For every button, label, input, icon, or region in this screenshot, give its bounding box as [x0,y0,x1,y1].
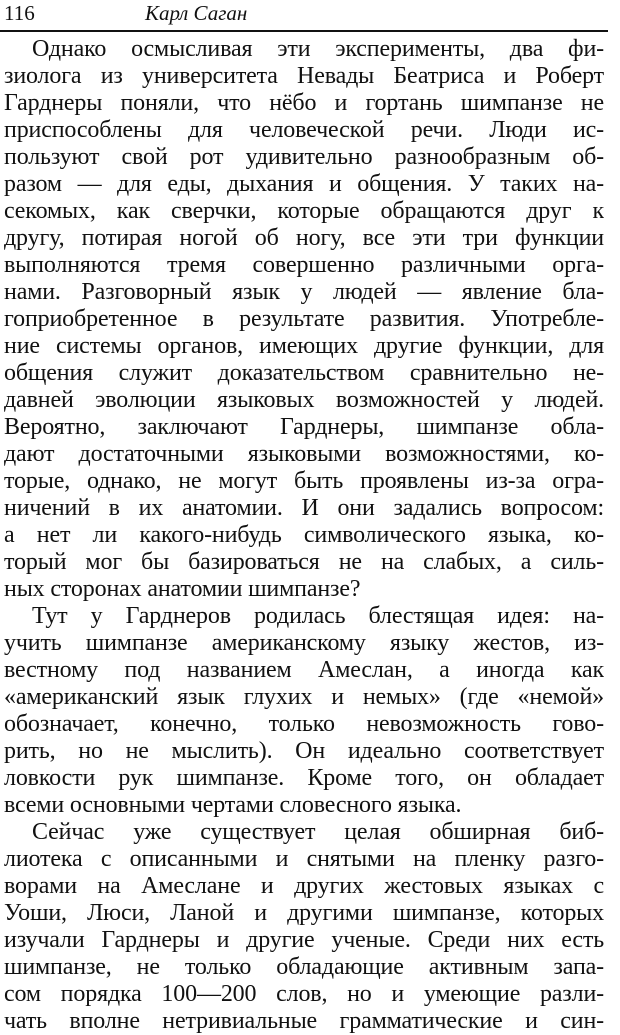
text-line: Сейчас уже существует целая обширная биб- [32,819,604,845]
text-line: разом — для еды, дыхания и общения. У таких на- [4,171,604,197]
text-line: всеми основными чертами словесного языка. [4,792,462,818]
text-line: лиотека с описанными и снятыми на пленку разго- [4,846,604,872]
text-line: торые, однако, не могут быть проявлены из-за огра- [4,468,604,494]
text-line: давней эволюции языковых возможностей у людей. [4,387,604,413]
text-line: общения служит доказательством сравнительно не- [4,360,604,386]
text-line: учить шимпанзе американскому языку жестов, из- [4,630,604,656]
text-line: гоприобретенное в результате развития. Употребле- [4,306,604,332]
text-line: ворами на Амеслане и других жестовых языках с [4,873,604,899]
text-line: Однако осмысливая эти эксперименты, два фи- [32,36,604,62]
text-line: торый мог бы базироваться не на слабых, а силь- [4,549,604,575]
text-line: а нет ли какого-нибудь символического языка, ко- [4,522,604,548]
text-line: шимпанзе, не только обладающие активным запа- [4,954,604,980]
text-line: Гарднеры поняли, что нёбо и гортань шимпанзе не [4,90,604,116]
text-line: другу, потирая ногой об ногу, все эти три функции [4,225,604,251]
text-line: рить, но не мыслить). Он идеально соответствует [4,738,604,764]
text-line: ние системы органов, имеющих другие функции, для [4,333,604,359]
text-line: ловкости рук шимпанзе. Кроме того, он обладает [4,765,604,791]
text-line: чать вполне нетривиальные грамматические и син- [4,1008,604,1034]
text-line: пользуют свой рот удивительно разнообразным об- [4,144,604,170]
text-line: Уоши, Люси, Ланой и другими шимпанзе, которых [4,900,604,926]
text-line: Тут у Гарднеров родилась блестящая идея: на- [32,603,604,629]
text-line: изучали Гарднеры и другие ученые. Среди них есть [4,927,604,953]
text-line: секомых, как сверчки, которые обращаются друг к [4,198,604,224]
running-head-author: Карл Саган [145,1,248,25]
text-line: дают достаточными языковыми возможностями, ко- [4,441,604,467]
text-line: приспособлены для человеческой речи. Люди ис- [4,117,604,143]
body-text [4,36,604,1035]
text-line: зиолога из университета Невады Беатриса и Роберт [4,63,604,89]
text-line: сом порядка 100—200 слов, но и умеющие разли- [4,981,604,1007]
text-line: «американский язык глухих и немых» (где «немой» [4,684,604,710]
text-line: нами. Разговорный язык у людей — явление бла- [4,279,604,305]
paragraph [4,36,604,603]
paragraph [4,819,604,1035]
page-number: 116 [4,1,35,25]
text-line: ных сторонах анатомии шимпанзе? [4,576,361,602]
text-line: выполняются тремя совершенно различными орга- [4,252,604,278]
paragraph [4,603,604,819]
page-header [0,0,608,32]
text-line: обозначает, конечно, только невозможность гово- [4,711,604,737]
text-line: вестному под названием Амеслан, а иногда как [4,657,604,683]
text-line: Вероятно, заключают Гарднеры, шимпанзе обла- [4,414,604,440]
text-line: ничений в их анатомии. И они задались вопросом: [4,495,604,521]
